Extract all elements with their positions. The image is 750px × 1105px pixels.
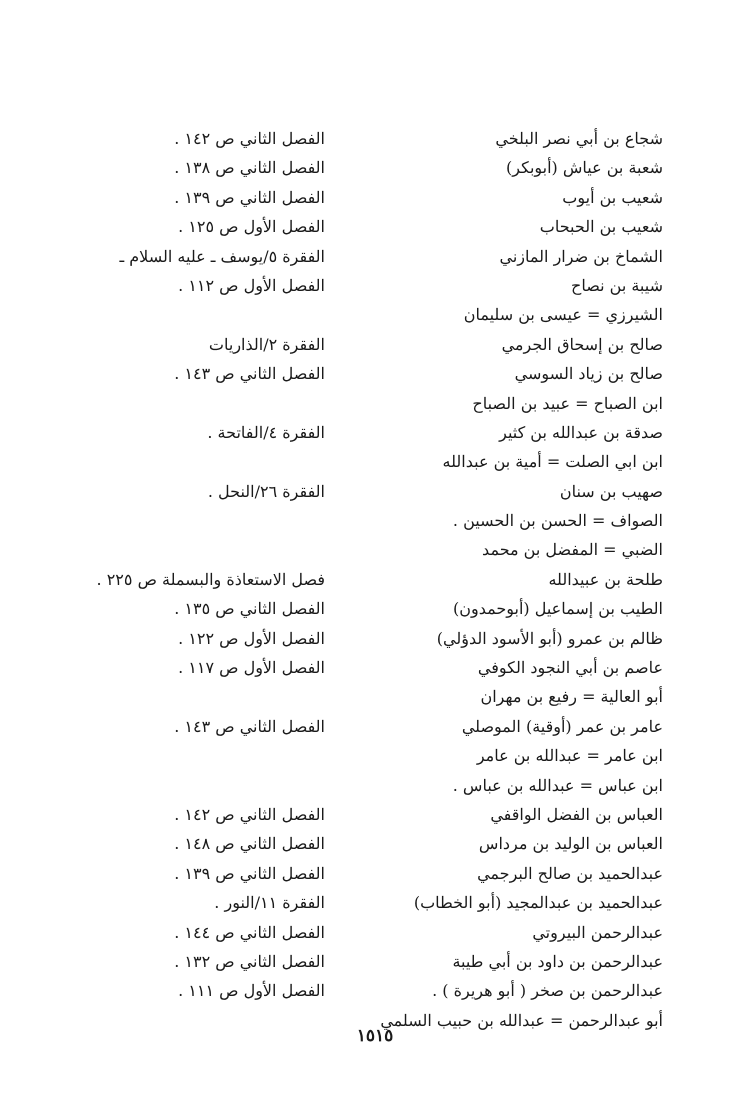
entry-name: ابن ابي الصلت = أمية بن عبدالله [442, 452, 663, 472]
index-entry [0, 599, 750, 628]
entry-name: الصواف = الحسن بن الحسين . [452, 511, 663, 531]
index-entry [0, 952, 750, 981]
index-entries [0, 129, 750, 1040]
entry-reference: الفصل الثاني ص ١٤٣ . [174, 716, 325, 736]
index-entry [0, 158, 750, 187]
index-entry [0, 805, 750, 834]
entry-reference: الفصل الثاني ص ١٤٨ . [174, 834, 325, 854]
entry-name: صهيب بن سنان [559, 481, 663, 501]
index-entry [0, 188, 750, 217]
entry-reference: الفصل الثاني ص ١٣٥ . [174, 599, 325, 619]
index-entry [0, 305, 750, 334]
entry-reference: الفقرة ٢/الذاريات [208, 334, 325, 354]
page-number: ١٥١٥ [356, 1026, 394, 1046]
entry-name: العباس بن الوليد بن مرداس [478, 834, 663, 854]
index-entry [0, 423, 750, 452]
entry-name: ابن عامر = عبدالله بن عامر [476, 746, 663, 766]
entry-name: الشيرزي = عيسى بن سليمان [463, 305, 663, 325]
entry-reference: الفصل الأول ص ١٢٢ . [178, 628, 325, 648]
entry-reference: فصل الاستعاذة والبسملة ص ٢٢٥ . [96, 569, 325, 589]
entry-reference: الفقرة ٤/الفاتحة . [207, 422, 325, 442]
entry-name: أبو عبدالرحمن = عبدالله بن حبيب السلمي [380, 1010, 663, 1030]
index-entry [0, 717, 750, 746]
entry-name: صالح بن إسحاق الجرمي [501, 334, 663, 354]
entry-reference: الفصل الأول ص ١١١ . [178, 981, 325, 1001]
entry-name: عاصم بن أبي النجود الكوفي [477, 658, 663, 678]
index-entry [0, 570, 750, 599]
entry-name: الطيب بن إسماعيل (أبوحمدون) [452, 599, 663, 619]
index-entry [0, 629, 750, 658]
entry-reference: الفصل الثاني ص ١٤٤ . [174, 922, 325, 942]
entry-reference: الفصل الأول ص ١٢٥ . [178, 217, 325, 237]
index-entry [0, 864, 750, 893]
index-entry [0, 893, 750, 922]
index-entry [0, 923, 750, 952]
index-entry [0, 511, 750, 540]
entry-reference: الفقرة ٢٦/النحل . [207, 481, 325, 501]
entry-reference: الفصل الأول ص ١١٧ . [178, 658, 325, 678]
entry-name: طلحة بن عبيدالله [548, 569, 663, 589]
entry-reference: الفصل الأول ص ١١٢ . [178, 275, 325, 295]
index-entry [0, 834, 750, 863]
index-entry [0, 129, 750, 158]
index-entry [0, 364, 750, 393]
index-entry [0, 247, 750, 276]
entry-reference: الفصل الثاني ص ١٣٨ . [174, 158, 325, 178]
entry-reference: الفصل الثاني ص ١٣٢ . [174, 951, 325, 971]
entry-name: العباس بن الفضل الواقفي [490, 804, 663, 824]
entry-name: شيبة بن نصاح [571, 275, 663, 295]
index-entry [0, 981, 750, 1010]
entry-name: ظالم بن عمرو (أبو الأسود الدؤلي) [436, 628, 663, 648]
entry-reference: الفصل الثاني ص ١٣٩ . [174, 863, 325, 883]
entry-name: شعيب بن أيوب [562, 187, 663, 207]
index-entry [0, 276, 750, 305]
entry-name: صالح بن زياد السوسي [514, 364, 663, 384]
entry-name: عبدالرحمن بن داود بن أبي طيبة [452, 951, 663, 971]
entry-name: شعيب بن الحبحاب [539, 217, 663, 237]
index-entry [0, 452, 750, 481]
entry-name: شجاع بن أبي نصر البلخي [495, 129, 663, 148]
index-entry [0, 540, 750, 569]
entry-name: عامر بن عمر (أوقية) الموصلي [461, 716, 663, 736]
entry-reference: الفصل الثاني ص ١٣٩ . [174, 187, 325, 207]
index-entry [0, 217, 750, 246]
index-entry [0, 746, 750, 775]
index-entry [0, 687, 750, 716]
entry-reference: الفصل الثاني ص ١٤٣ . [174, 364, 325, 384]
entry-name: شعبة بن عياش (أبوبكر) [506, 158, 663, 178]
index-entry [0, 482, 750, 511]
entry-name: الضبي = المفضل بن محمد [482, 540, 663, 560]
entry-name: ابن عباس = عبدالله بن عباس . [452, 775, 663, 795]
entry-name: أبو العالية = رفيع بن مهران [480, 687, 663, 707]
index-entry [0, 335, 750, 364]
entry-name: عبدالحميد بن صالح البرجمي [477, 863, 663, 883]
entry-name: الشماخ بن ضرار المازني [499, 246, 663, 266]
entry-name: عبدالحميد بن عبدالمجيد (أبو الخطاب) [413, 893, 663, 913]
entry-name: عبدالرحمن البيروتي [532, 922, 663, 942]
entry-reference: الفصل الثاني ص ١٤٢ . [174, 804, 325, 824]
entry-reference: الفقرة ٥/يوسف ـ عليه السلام ـ [119, 246, 325, 266]
index-entry [0, 776, 750, 805]
entry-reference: الفصل الثاني ص ١٤٢ . [174, 129, 325, 148]
entry-name: صدقة بن عبدالله بن كثير [499, 422, 663, 442]
entry-reference: الفقرة ١١/النور . [214, 893, 325, 913]
entry-name: ابن الصباح = عبيد بن الصباح [472, 393, 663, 413]
index-entry [0, 658, 750, 687]
index-entry [0, 394, 750, 423]
entry-name: عبدالرحمن بن صخر ( أبو هريرة ) . [432, 981, 663, 1001]
